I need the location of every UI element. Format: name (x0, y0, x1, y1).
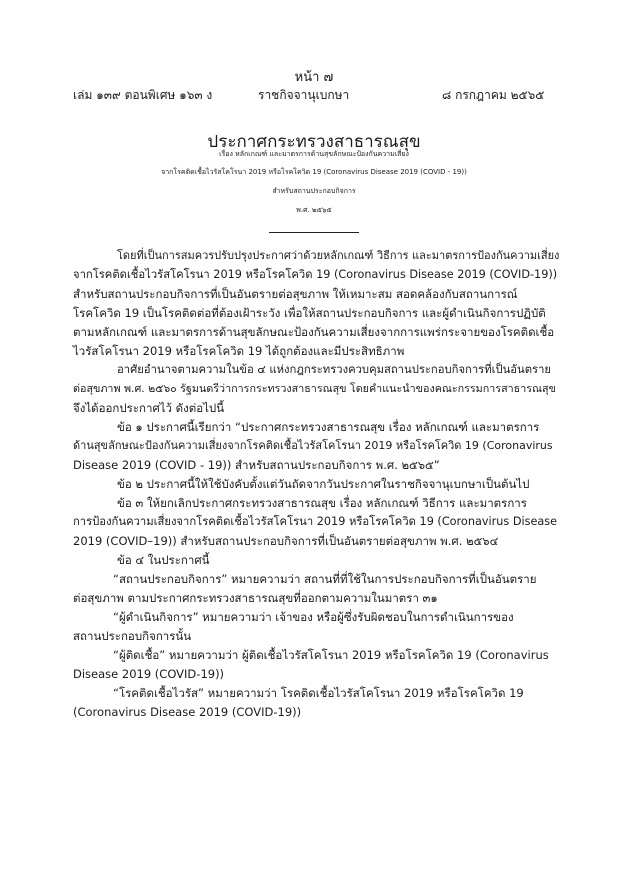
definition-establishment: “สถานประกอบกิจการ” หมายความว่า สถานที่ที่ใช้ในการประกอบกิจการที่เป็นอันตราย (113, 572, 537, 586)
clause-4: ข้อ ๔ ในประกาศนี้ (117, 553, 210, 567)
body-line: โดยที่เป็นการสมควรปรับปรุงประกาศว่าด้วยหลักเกณฑ์ วิธีการ และมาตรการป้องกันความเสี่ยง (117, 249, 560, 262)
body-line: ด้านสุขลักษณะป้องกันความเสี่ยงจากโรคติดเชื้อไวรัสโคโรนา 2019 หรือโรคโควิด 19 (Coronavirus (73, 439, 553, 452)
clause-3: ข้อ ๓ ให้ยกเลิกประกาศกระทรวงสาธารณสุข เรื่อง หลักเกณฑ์ วิธีการ และมาตรการ (117, 496, 527, 510)
document-title: ประกาศกระทรวงสาธารณสุข (207, 132, 421, 152)
subtitle-line: เรื่อง หลักเกณฑ์ และมาตรการด้านสุขลักษณะป้องกันความเสี่ยง (219, 150, 409, 158)
body-line: การป้องกันความเสี่ยงจากโรคติดเชื้อไวรัสโคโรนา 2019 หรือโรคโควิด 19 (Coronavirus Disease (73, 515, 558, 528)
body-line: ไวรัสโคโรนา 2019 หรือโรคโควิด 19 ได้ถูกต้องและมีประสิทธิภาพ (73, 344, 405, 358)
body-line: ต่อสุขภาพ พ.ศ. ๒๕๖๐ รัฐมนตรีว่าการกระทรวงสาธารณสุข โดยคำแนะนำของคณะกรรมการสาธารณสุข (73, 382, 556, 395)
header-date: ๘ กรกฎาคม ๒๕๖๕ (442, 88, 545, 102)
clause-2: ข้อ ๒ ประกาศนี้ให้ใช้บังคับตั้งแต่วันถัดจากวันประกาศในราชกิจจานุเบกษาเป็นต้นไป (117, 477, 530, 491)
definition-disease: “โรคติดเชื้อไวรัส” หมายความว่า โรคติดเชื้อไวรัสโคโรนา 2019 หรือโรคโควิด 19 (113, 686, 524, 700)
header-gazette: ราชกิจจานุเบกษา (258, 88, 350, 102)
body-line: (Coronavirus Disease 2019 (COVID-19)) (73, 705, 302, 719)
page-number: หน้า ๗ (294, 70, 334, 85)
body-line: สำหรับสถานประกอบกิจการที่เป็นอันตรายต่อสุขภาพ ให้เหมาะสม สอดคล้องกับสถานการณ์ (73, 287, 518, 301)
body-line: Disease 2019 (COVID-19)) (73, 667, 225, 681)
definition-infected: “ผู้ติดเชื้อ” หมายความว่า ผู้ติดเชื้อไวรัสโคโรนา 2019 หรือโรคโควิด 19 (Coronavirus (113, 648, 549, 662)
body-line: อาศัยอำนาจตามความในข้อ ๔ แห่งกฎกระทรวงควบคุมสถานประกอบกิจการที่เป็นอันตราย (117, 363, 551, 376)
body-line: จึงได้ออกประกาศไว้ ดังต่อไปนี้ (73, 401, 225, 415)
definition-operator: “ผู้ดำเนินกิจการ” หมายความว่า เจ้าของ หรือผู้ซึ่งรับผิดชอบในการดำเนินการของ (113, 610, 514, 624)
body-line: จากโรคติดเชื้อไวรัสโคโรนา 2019 หรือโรคโควิด 19 (Coronavirus Disease 2019 (COVID-19)) (73, 268, 558, 281)
body-line: Disease 2019 (COVID - 19)) สำหรับสถานประกอบกิจการ พ.ศ. ๒๕๖๕” (73, 458, 440, 472)
subtitle-year: พ.ศ. ๒๕๖๕ (296, 206, 332, 214)
body-line: สถานประกอบกิจการนั้น (73, 629, 192, 643)
body-line: โรคโควิด 19 เป็นโรคติดต่อที่ต้องเฝ้าระวัง เพื่อให้สถานประกอบกิจการ และผู้ดำเนินกิจการปฏิบัติ (73, 306, 546, 320)
header-volume: เล่ม ๑๓๙ ตอนพิเศษ ๑๖๓ ง (73, 88, 213, 102)
subtitle-line: สำหรับสถานประกอบกิจการ (272, 187, 356, 195)
clause-1: ข้อ ๑ ประกาศนี้เรียกว่า “ประกาศกระทรวงสาธารณสุข เรื่อง หลักเกณฑ์ และมาตรการ (117, 420, 540, 434)
body-line: 2019 (COVID–19)) สำหรับสถานประกอบกิจการที่เป็นอันตรายต่อสุขภาพ พ.ศ. ๒๕๖๔ (73, 534, 499, 548)
title-divider (269, 232, 359, 233)
body-line: ต่อสุขภาพ ตามประกาศกระทรวงสาธารณสุขที่ออกตามความในมาตรา ๓๑ (73, 591, 438, 605)
subtitle-line: จากโรคติดเชื้อไวรัสโคโรนา 2019 หรือโรคโควิด 19 (Coronavirus Disease 2019 (COVID - 19)) (161, 168, 467, 176)
body-line: ตามหลักเกณฑ์ และมาตรการด้านสุขลักษณะป้องกันความเสี่ยงจากการแพร่กระจายของโรคติดเชื้อ (73, 325, 555, 339)
